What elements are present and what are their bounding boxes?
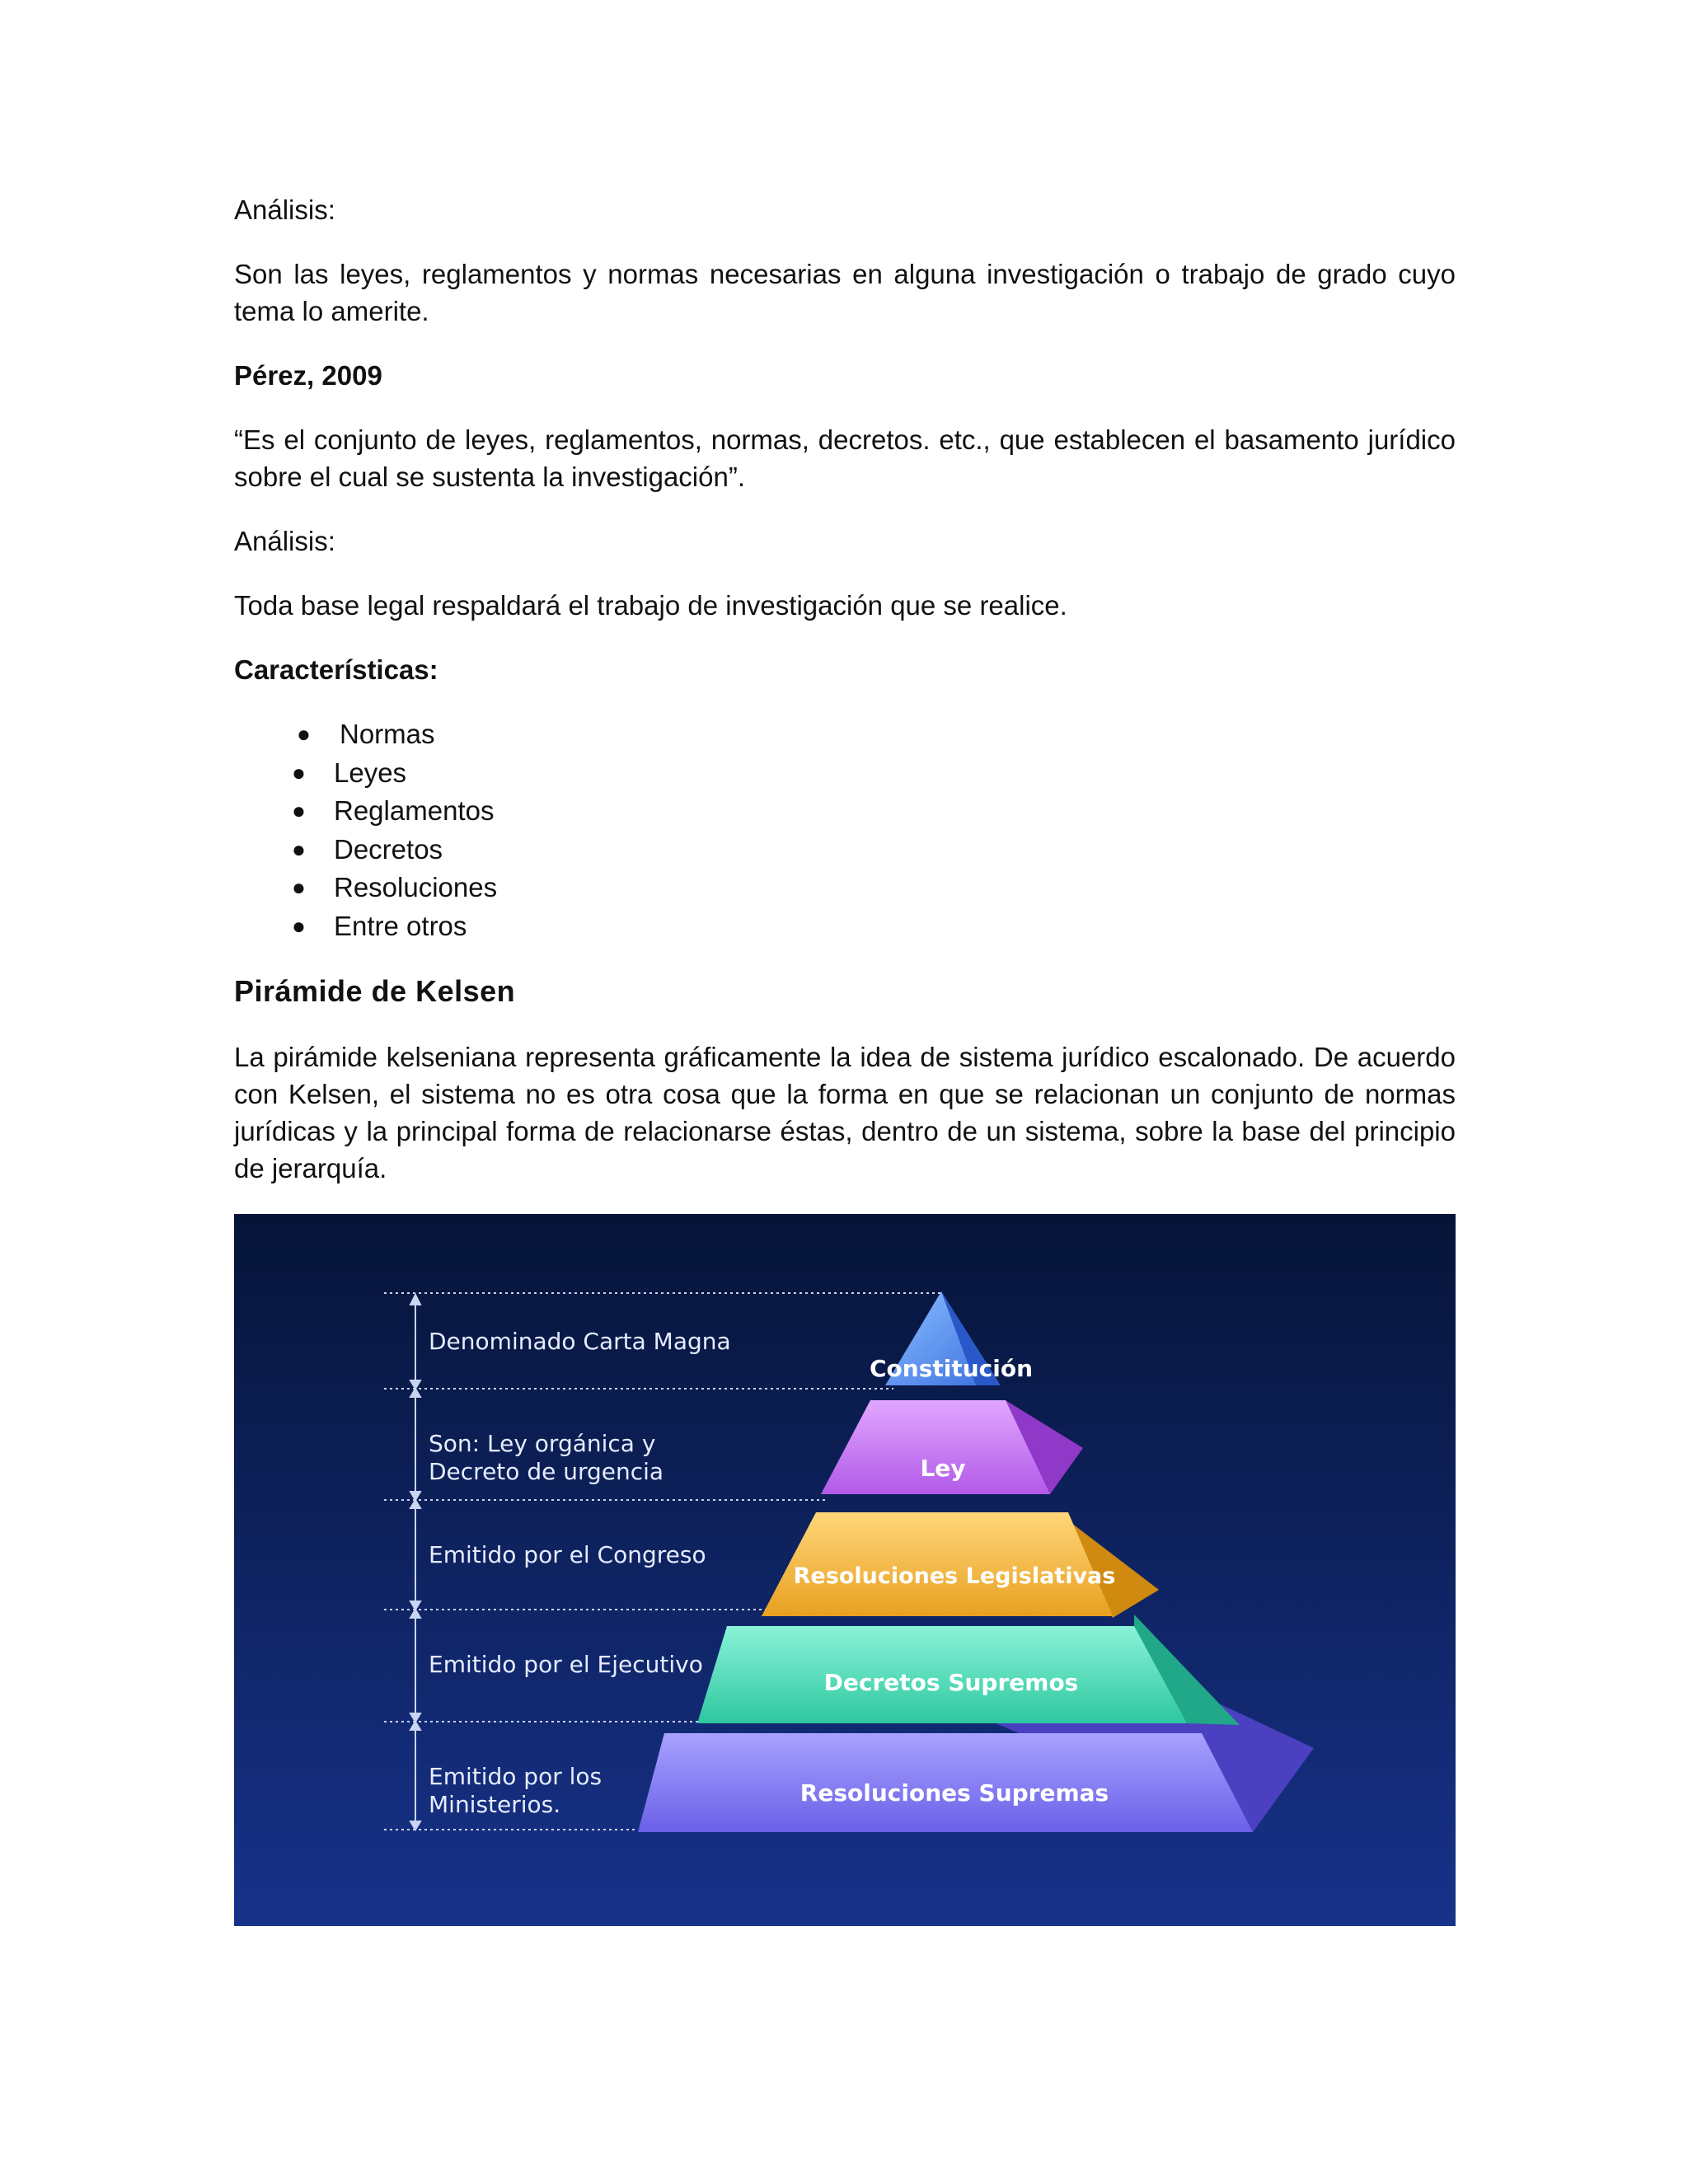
paragraph-leyes: Son las leyes, reglamentos y normas necesarias en alguna investigación o trabajo de grado cuyo tema lo amerite. (234, 259, 1456, 326)
author-citation: Pérez, 2009 (234, 360, 382, 391)
bullet-icon: ● (292, 798, 306, 823)
paragraph-base-legal: Toda base legal respaldará el trabajo de investigación que se realice. (234, 590, 1067, 621)
caracteristicas-heading: Características: (234, 654, 438, 685)
desc-decretos-supremos: Emitido por el Ejecutivo (429, 1651, 703, 1678)
bullet-icon: ● (292, 874, 306, 900)
bullet-icon: ● (292, 912, 306, 939)
kelsen-paragraph: La pirámide kelseniana representa gráficamente la idea de sistema jurídico escalonado. De acuerdo con Kelsen, el sistema no es otra cosa que la forma en que se relacionan un conjunto de normas jurídicas y la principal forma de relacionarse éstas, dentro de un sistema, sobre la base del principio de jerarquía. (234, 1042, 1456, 1183)
bullet-icon: ● (292, 836, 306, 862)
level-name-constitucion: Constitución (869, 1355, 1034, 1382)
level-name-decretos-supremos: Decretos Supremos (823, 1669, 1079, 1696)
quote-paragraph: “Es el conjunto de leyes, reglamentos, normas, decretos. etc., que establecen el basamento jurídico sobre el cual se sustenta la investigación”. (234, 424, 1456, 492)
level-name-resoluciones-supremas: Resoluciones Supremas (799, 1779, 1109, 1807)
document-page: Análisis: Son las leyes, reglamentos y normas necesarias en alguna investigación o trabajo de grado cuyo tema lo amerite. Pérez, 2009 “Es el conjunto de leyes, reglamentos, normas, decretos. etc., que establecen el basamento jurídico sobre el cual se sustenta la investigación”. Análisis: Toda base legal respaldará el trabajo de investigación que se realice. Características: ● Normas ● Leyes ● Reglamentos ● Decretos ● Resoluciones ● Entre otros Pirámide de Kelsen La pirámide kelseniana representa gráficamente la idea de sistema jurídico escalonado. De acuerdo con Kelsen, el sistema no es otra cosa que la forma en que se relacionan un conjunto de normas jurídicas y la principal forma de relacionarse éstas, dentro de un sistema, sobre la base del principio de jerarquía. Constitución Ley Resoluciones Legislativas Decretos Supremos Resoluciones Supremas Denominado Carta Magna Son: Ley orgánica y Decreto de urgencia Emitido por el Congreso Emitido por el Ejecutivo Emitido por los Ministerios. (0, 0, 1688, 2184)
desc-constitucion: Denominado Carta Magna (429, 1328, 731, 1355)
bullet-icon: ● (292, 759, 306, 785)
desc-resoluciones-legislativas: Emitido por el Congreso (429, 1541, 706, 1568)
bullet-icon: ● (297, 721, 311, 747)
analisis-label-2: Análisis: (234, 526, 335, 556)
kelsen-pyramid-svg (234, 1214, 1456, 1926)
desc-resoluciones-supremas-line-1: Emitido por los (429, 1763, 603, 1790)
kelsen-pyramid-figure (234, 1214, 1456, 1926)
desc-ley-line-2: Decreto de urgencia (429, 1458, 664, 1485)
desc-resoluciones-supremas-line-2: Ministerios. (429, 1791, 561, 1818)
desc-ley-line-1: Son: Ley orgánica y (429, 1430, 656, 1457)
kelsen-heading: Pirámide de Kelsen (234, 974, 516, 1008)
level-name-ley: Ley (920, 1455, 966, 1482)
analisis-label-1: Análisis: (234, 194, 335, 225)
level-name-resoluciones-legislativas: Resoluciones Legislativas (793, 1563, 1116, 1589)
